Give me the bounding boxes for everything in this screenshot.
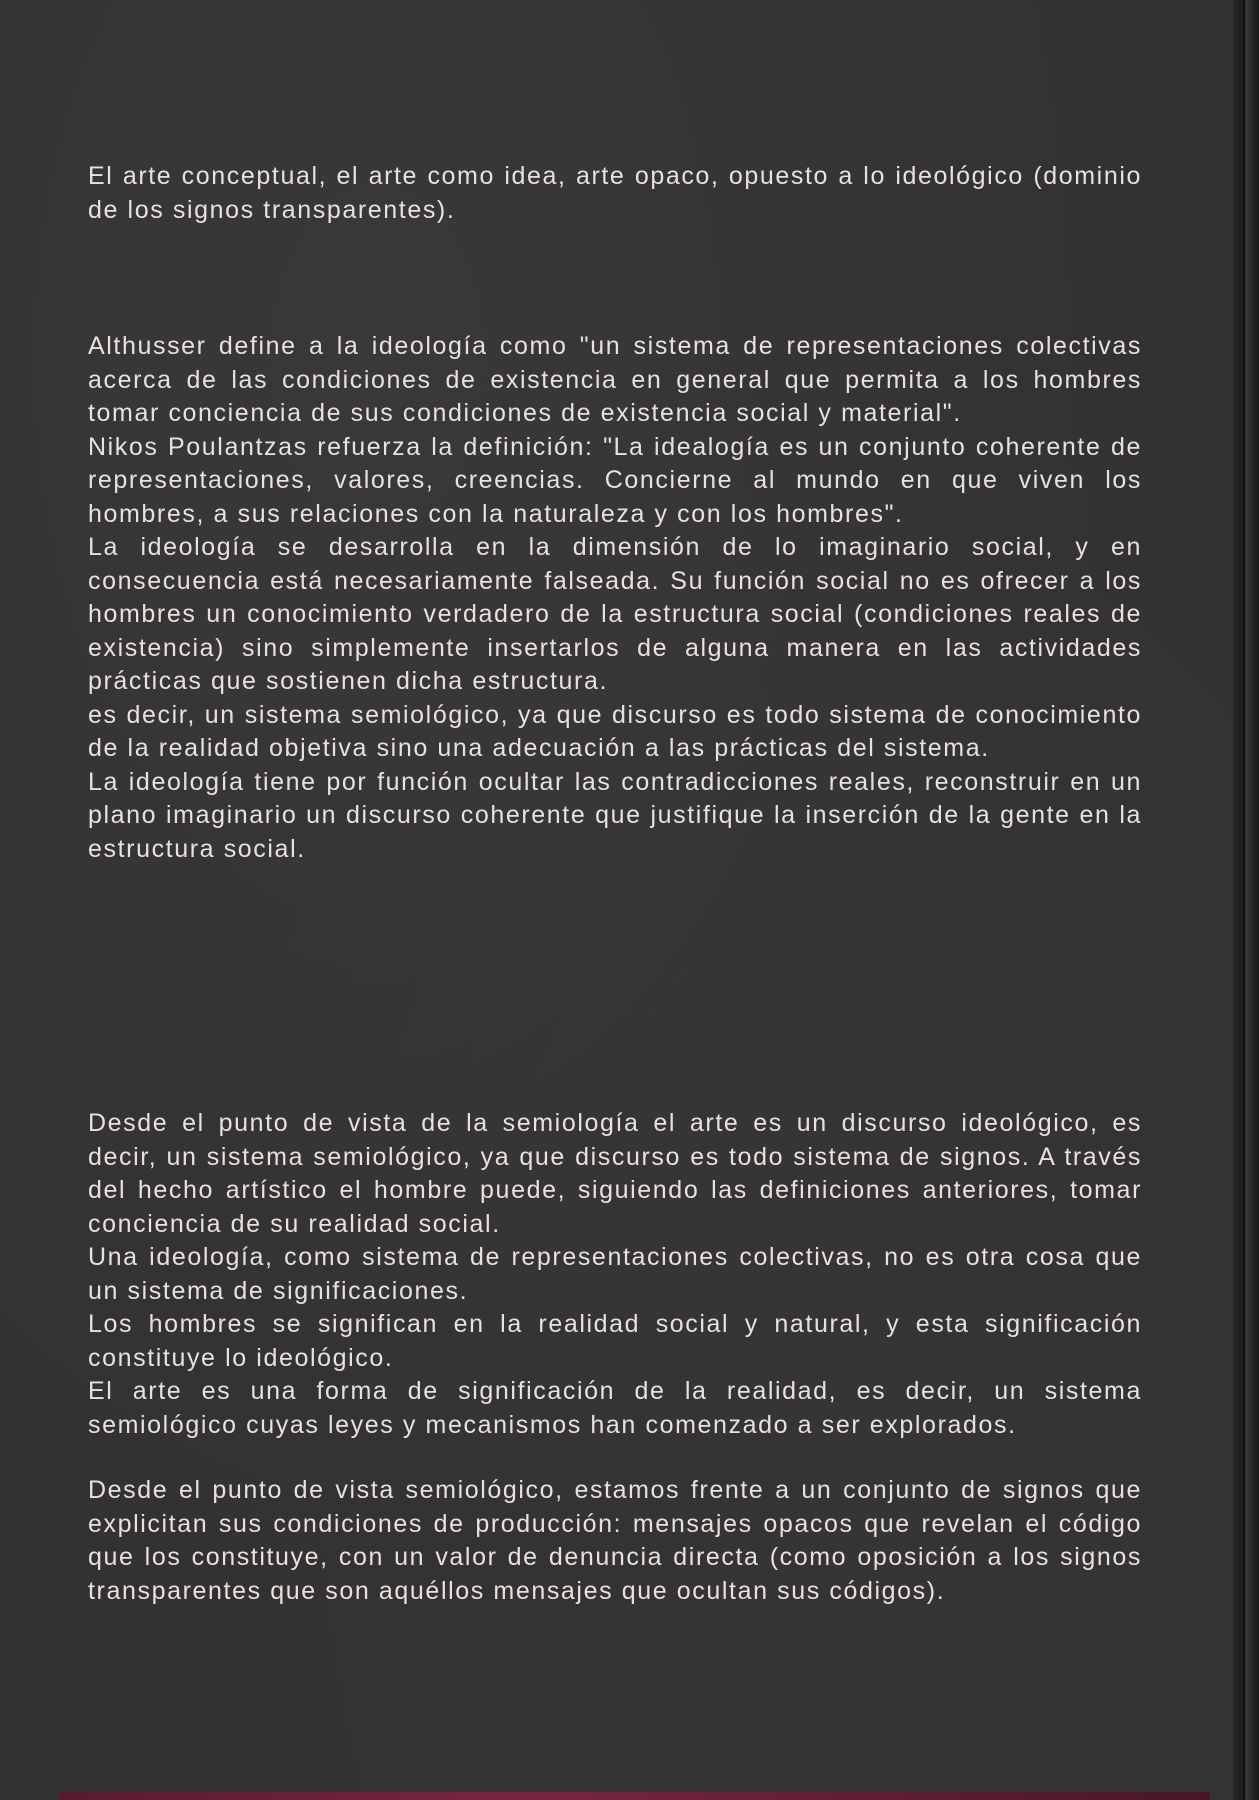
paragraph: El arte conceptual, el arte como idea, arte opaco, opuesto a lo ideológico (dominio de los signos transparentes). xyxy=(88,162,1142,224)
paragraph: es decir, un sistema semiológico, ya que discurso es todo sistema de conocimiento de la realidad objetiva sino una adecuación a las prácticas del sistema. xyxy=(88,700,1142,762)
paragraph: El arte es una forma de significación de la realidad, es decir, un sistema semiológico cuyas leyes y mecanismos han comenzado a ser explorados. xyxy=(88,1377,1142,1439)
spine-crease xyxy=(1243,0,1245,1800)
semiological-viewpoint-block xyxy=(88,1474,1142,1608)
paragraph: Desde el punto de vista semiológico, estamos frente a un conjunto de signos que explicitan sus condiciones de producción: mensajes opacos que revelan el código que los constituye, con un valor de denuncia directa (como oposición a los signos transparentes que son aquéllos mensajes que ocultan sus códigos). xyxy=(88,1476,1142,1605)
paragraph: Nikos Poulantzas refuerza la definición: "La idealogía es un conjunto coherente de representaciones, valores, creencias. Concierne al mundo en que viven los hombres, a sus relaciones con la naturaleza y con los hombres". xyxy=(88,432,1142,528)
paragraph: Althusser define a la ideología como "un sistema de representaciones colectivas acerca de las condiciones de existencia en general que permita a los hombres tomar conciencia de sus condiciones de existencia social y material". xyxy=(88,332,1142,427)
intro-block xyxy=(88,160,1142,227)
paragraph: La ideología tiene por función ocultar las contradicciones reales, reconstruir en un plano imaginario un discurso coherente que justifique la inserción de la gente en la estructura social. xyxy=(88,767,1142,863)
paragraph: Una ideología, como sistema de representaciones colectivas, no es otra cosa que un sistema de significaciones. xyxy=(88,1243,1142,1305)
paragraph: La ideología se desarrolla en la dimensión de lo imaginario social, y en consecuencia está necesariamente falseada. Su función social no es ofrecer a los hombres un conocimiento verdadero de la estructura social (condiciones reales de existencia) sino simplemente insertarlos de alguna manera en las actividades prácticas que sostienen dicha estructura. xyxy=(88,533,1142,695)
page-bottom-edge xyxy=(60,1792,1210,1800)
paragraph: Desde el punto de vista de la semiología el arte es un discurso ideológico, es decir, un sistema semiológico, ya que discurso es todo sistema de signos. A través del hecho artístico el hombre puede, siguiendo las definiciones anteriores, tomar conciencia de su realidad social. xyxy=(88,1109,1142,1238)
ideology-definitions-block xyxy=(88,330,1142,866)
semiology-block xyxy=(88,1107,1142,1442)
book-spine xyxy=(1233,0,1259,1800)
paragraph: Los hombres se significan en la realidad social y natural, y esta significación constituye lo ideológico. xyxy=(88,1310,1142,1372)
